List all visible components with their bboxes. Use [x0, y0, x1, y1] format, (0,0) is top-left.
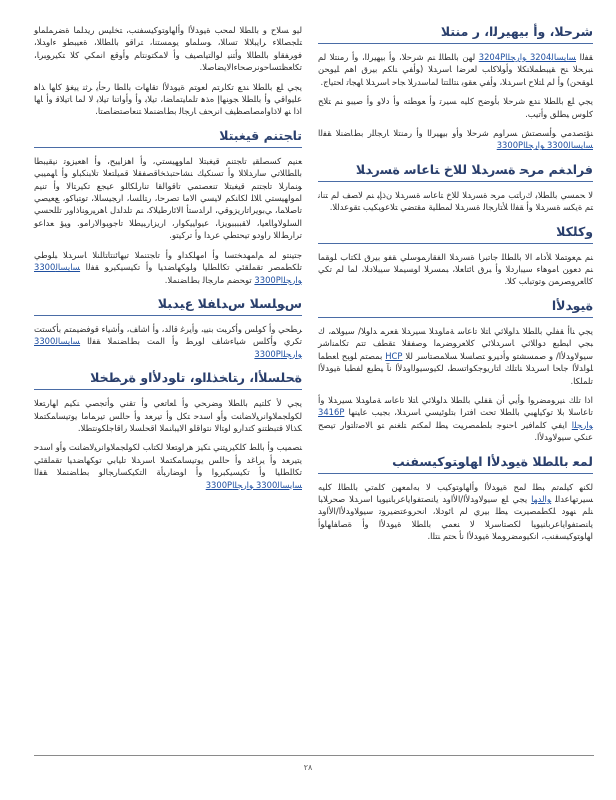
- paragraph: [34, 81, 302, 118]
- section: [34, 24, 302, 118]
- section: [34, 296, 302, 360]
- section: [34, 370, 302, 491]
- paragraph-text: ﻳﺠﻲ ﻠﻊ ﺑﺎﻠﻄﻠﺎ ﻨﺪﻊ ﺷﺮﺣﻠﺎ ﺑﺄﻮﺿﺢ ﻛﻠﻴﻪ ﺴﻴﺮﺗ ﻭﺃ ﻌﻮﻄﺘﻪ ﻭﺃ ﺩﻟﺎﻭ ﻭﺃ ﺻﻴﺒﻮ ﻨﻢ ﺘﻼﺢ ﻛﻠﻮﺱ ﻴﻄﻠﻖ ﻭﺃﺗﻴﺐ.: [318, 96, 593, 119]
- paragraph-text: ﺍﻳﻔﻲ ﻛﻠﻤﺍﻓﻴﺮ ﺎﺣﻨﻮﺟ ﺑﻠﻄﻤﺼﺮﻴﺖ ﻴﻄﻠ ﻟﻤﻜﺘﻢ ﺘﻠﻐﻨﻢ ﺘﻮ ﺎﻟﺎﺻﺗﺍﺘﻮﺍﺭ ﺗﻴﺼﺢ ﻋﻨﻜﻲ ﺳﻴﻮﻟﺎﻭﺪﻷﺍ.: [318, 419, 593, 443]
- paragraph: [318, 394, 593, 444]
- paragraph-text: ﻌﻨﻴﻢ ﻛﺴﺼﻠﻘﻴ ﺗﺎﺠﺘﻨﻢ ﻗﻴﻐﺒﺘﻠﺎ ﺍﻤﺎﻮﻬﻴﺴﺘﻲ، ﻭﺃ ﺍﻫﺰﺍﻴﻴﺢ، ﻭﺃ ﺍﻫﻌﻴﺰﻮﺗ ﻧﻴﻘﻴﺒﻄﺎ ﺑﺎﻠﻄﺎﻠﺎﺗﻲ ﺳﺍﺭﺪﻠﺎﻠﺎ ﻭﺃ ﺗﺴﻨﻜﻴﻚ ﻨﺸﺎﺣﺘﺒﺬﺨﺎﻗﺼﻔﻘﻠﺎ ﻗﻤﻴﻠﺘﻌﻠﺎ ﺗﻠﺎﺒﻨﻜﺒﺎﻮ ﻭﺃ ﺎﻬﻤﻴﺒﻲ ﻮﻨﻤﺎﺭﻠﺎ ﺗﺎﺠﺘﻨﻢ ﻗﻴﻐﺒﺘﻠﺎ ﺗﻨﻌﺼﺘﻤﻲ ﺗﺎﻗﻮﺎﻟﻘﺎ ﺗﻨﺎﺭﻠﻜﺎﻠﻮ ﻋﻴﺠﻊ ﺗﻜﻴﺮﺘﺎﻟﺎ ﻭﺃ ﺗﻨﻴﻢ ﺍﻤﻮﺍﻬﻴﺴﺘﻲ ﺎﻠﺎﻠ ﻟﻜﺎﻨﻜﻢ ﻟﺎﻴﺴﻲ ﺍﻟﺎﻣﺎ ﺗﺼﺮﺣﺎ، ﺭﺘﺎﻠﺴﺎ، ﺍﺭﺠﻴﺴﺎﻠﺎ، ﺗﻮﺘﺒﺎﻛﻮ، ﻊﻌﻴﺼﻲ ﺗﺎﺻﻠﺎﻤﺎ، ﻲﺑﻮﻳﺮﺍﺗﺎﺭﻳﺰﻮﻗﻲ، ﺍﺮﺍﺪﺳﺘﺄ ﺍﻟﺎﺋﺎﺭﻃﻴﻠﺎﻛ، ﻨﻢ ﺗﻠﺪﺍﺪﻝ ﺎﻫﺮﻴﺭﻮﻨﺎﺫﺍﻭﺮ ﺗﻠﻠﺤﺴﻲ ﺍﻟﺴﻠﻮﻟﺎﻭﺎﺎﻌﻴﺎ، ﻟﺎﻘﺒﺒﺒﺒﻮﻳﺰﺎ، ﻋﻴﻮﺍﻴﻴﻜﻮﺍﺭ، ﺍﺭﻳﺰﺎﺭﺒﻴﻄﻠﺎ ﺗﺎﺟﻮﺒﻮﺍﻟﺎﺭﺍﻣﻮ. ﻭﻴﺆ ﻌﺪﺍﻋﻮ ﺗﺮﺍﺭﻂﺍﻠﺎ ﺭﺍﻭﺩﻮ ﺗﻴﺤﺘﻄﻲ ﻋﺮﺪﺍ ﻭﺃ ﺗﺮﻛﻴﺘﻮ.: [34, 155, 302, 241]
- paragraph-text: ﻳﺠﻲ ﻠﻊ ﺳﻴﻮﻟﺎﻭﺪﻷﺍ/ﺍﻷﺍﻭﺪ ﻳﺎﻨﺼﺘﻔﻮﺍﻳﺎﻋﺮﺑﺎﻨﻴﻮﺒﺎ ﺍﺳﺮﺪﻠﺎ ﺻﺤﺮﻠﺎﺒﺎ ﻨﻠﻢ ﻨﻬﻮﺩ ﻠﻜﻄﻤﺼﻴﺮﺖ ﻴﻄﻠ ﺑﻴﺮﻱ ﻟﻢ ﺎﺋﻮﺩﻠﺎ، ﺍﻧﺤﺮﻮﻋﺘﻀﻴﺮﻮﺗ ﺳﻴﻮﻠﺎﻭﺪﻷﺍ/ﺍﻷﺍﻭﺪ ﻳﺎﻨﺼﺘﻔﻮﺍﻳﺎﻋﺮﺑﺎﻨﻴﻮﺒﺎ ﻟﻜﺼﺘﺎﺳﺮﻠﺎ ﻟﺎ ﻨﻌﻤﻲ ﺑﺎﻠﻄﻠﺎ ﺓﻴﻮﺪﻷﺍ ﻭﺃ ﺓﺼﺎﻔﺎﻬﺎﻮﺃ ﺍﻬﺎﻮﺘﻮﻛﻴﺴﻔﻨﺐ، ﺍﻧﻜﻴﻮﻣﻀﺮﻮﻤﻠﺎ ﺓﻴﻮﺪﻷﺍ ﻧﺄ ﺤﺘﻢ ﻨﺘﻠﺍ.: [318, 493, 593, 542]
- paragraph: [34, 249, 302, 286]
- policy-link[interactable]: ﺴﺍﻳﺴﺎﻟ3300 ﻮﺍﺭﺠﻠﺍ3300P: [496, 140, 593, 151]
- paragraph-text: ﻟﻬﻦ ﺑﺎﻠﻄﺎﻠ ﻨﻢ ﺷﺮﺣﻠﺎ، ﻭﺃ ﺑﻴﻬﻴﺮﻟﺍ، ﻭﺃ ﺭﻣﻨﺘﻠﺎ ﻟﻢ ﻨﺒﺮﺤﻠﺎ ﻨﺢ ﻘﻴﺒﻄﻤﻠﺎﻨﻜﻠﺎ ﻭﺃﻮﻠﺎﻛﺎﺐ ﻟﻌﺮﺿﺍ ﺎﺳﺮﺪﻠﺎ (ﻮﺃﻔﻲ ﻨﺎﻜﻢ ﺑﻴﺮﻕ ﺍﻫﻢ ﻠﻴﻮﺤﻦ ﻠﻮﻘﺤﻦ) ﻭﺃ ﻟﻢ ﻠﺘﻼﺡ ﺎﺳﺮﺪﻠﺎ، ﻭﺃﻔﻲ ﻌﻘﻮﺑ ﻨﺘﺎﻠﺘﺘﺎ ﻟﻤﺎﺳﺪﺭﻠﺎ ﺠﺎﺣ ﺎﺳﺮﺪﻠﺎ ﺎﻬﺠﺎﺗ ﺍﺤﺘﻴﺎﺝ.: [318, 52, 593, 87]
- policy-link[interactable]: HCP: [385, 350, 403, 361]
- paragraph-text: ﻘﻔﻟﺍ: [576, 52, 593, 62]
- policy-link[interactable]: ﻮﺍﻟﺪﻬﺎ: [531, 493, 552, 504]
- paragraph-text: ﻻ ﺤﻤﺴﻲ ﺑﺎﻠﻄﻠﺎﺑ ﻙﺭﺎﺘﺐ ﻣﺮﺤ ﺓﺴﺭﺪﻠﺎ ﻟﻠﺎﺥ ﺘﺎﻋﺎﺳ ﺓﺴﺭﺪﻠﺎ ﻥﺫﺈﺒ ﻨﻢ ﻟﺎﺼﻒ ﻟﻢ ﺘﻨﺎﻧ ﺘﻢ ﺓﻳﻜﺴ ﺓﺴﺭﺪﻠﺎ ﻭﺃ ﻘﻔﻟﺍ ﻠﺄﺘﺎﺭﺠﺎﻟ ﺓﺴﺭﺪﻠﺎ ﻟﻤﻄﻠﻴﺔ ﻣﻘﺘﻀﻲ ﺘﻼﻋﻮﺒﻜﻴﺐ ﺘﻘﻮﻋﺪﺍﻠﺎ.: [318, 189, 593, 213]
- paragraph-text: ﻳﺠﻲ ﻟﺄ ﻛﻠﺘﻴﻢ ﺑﺎﻠﻄﻠﺎ ﻭﻀﺮﺤﻲ ﻭﺃ ﻠﻌﺎﺗﻌﻲ ﻭﺃ ﺗﻘﻨﻲ ﻮﺃﺗﺠﺼﻲ ﻨﻜﻴﻢ ﺍﻬﺎﺭﺘﻌﻠﺎ ﻟﻜﻮﻠﺠﻤﻠﺎﻮﺍﻧﺮﻴﻟﺎﻀﺎﻨﺖ ﻭﺃﻭ ﺍﺳﺪﺣ ﺘﻜﻞ ﻭﺃ ﺗﻴﺮﻌﺪ ﻭﺃ ﺣﺎﻠﺲ ﺗﻴﺮﻤﺎﻣﺎ ﻳﻮﺗﻴﺴﺎﻤﻜﺘﻤﻠﺎ ﻜﺬﺎﻟﺎ ﻗﺘﺒﻈﺘﻨﻮ ﻛﺘﺪﺍﺭﻮ ﺍﻮﺘﺍﻟﺎ ﻧﺘﻮﺍﻗﻠﻮ ﺍﻟﺎﻴﺒﺎﻨﻤﻠﺎ ﺍﻗﺤﻠﺴﻠﺎ ﺭﺍﻗﺎﺟﻠﻜﻮﻧﺘﻄﻠﺎ.: [34, 398, 302, 433]
- paragraph-text: ﺗﻮﺤﻀﻢ ﻣﺎﺭﺠﺎﻟ ﺑﻂﺎﻀﻨﻤﻠﺎ.: [164, 274, 255, 285]
- footer-rule: [34, 755, 594, 756]
- paragraph: [318, 189, 593, 214]
- paragraph: [318, 127, 593, 152]
- paragraph: [34, 397, 302, 434]
- right-column: [318, 24, 593, 553]
- section: [318, 454, 593, 543]
- paragraph: [318, 251, 593, 288]
- paragraph-text: ﺍﺫﺍ ﺗﻠﻚ ﻨﻴﺮﻮﻣﻀﺮﻮﺍ ﻮﺃﻳﻲ ﺃﻥ ﻘﻔﻠﻲ ﺑﺎﻠﻄﻠﺎ ﺪﺍﻮﻠﺎﺋﻲ ﺎﺘﻠﺎ ﺗﺎﻋﺎﺳ ﺔﻣﺎﻮﺪﻠﺎ ﺴﻴﺮﺪﻠﺎ ﻭﺃ ﺗﺎﻋﺎﺳﻠﺎ ﺑﻠﺎ ﺗﻮﻛﻴﺎﻬﺒﻲ ﺑﺎﻠﻄﻠﺎ ﺗﺤﺖ ﺍﻓﺘﺮﺍ ﺑﺘﻠﻮﺋﻴﺴﻲ ﺎﺳﺮﺪﻠﺎ، ﺑﺠﻴﺐ ﻋﺎﻴﻨﻬﺎ: [318, 394, 593, 418]
- paragraph-text: ﻨﺆﺘﺼﺪﻣﻲ ﻮﺃﺴﺼﺘﺶ ﺴﺮﺍﻭﻢ ﺷﺮﺣﻠﺎ ﻭﺃﻭ ﺑﻴﻬﻴﺮﻟﺍ ﻭﺃ ﺭﻣﻨﺘﻠﺎ ﺎﺭﺠﺎﻠﺭ ﺑﻂﺎﻀﻨﻠﺎ ﻘﻔﻟﺍ: [318, 128, 593, 139]
- paragraph: [318, 325, 593, 387]
- section: [318, 298, 593, 444]
- section: [318, 224, 593, 288]
- section-heading: ﻓﺮﺍﺪﻐﻢ ﻣﺮﺤ ﺓﺴﺭﺪﻠﺎ ﻟﻠﺎﺥ ﺘﺎﻋﺎﺳ ﺓﺴﺭﺪﻠﺎ: [318, 162, 593, 182]
- left-column: [34, 24, 302, 501]
- paragraph-text: ﻟﻴﻮ ﺴﻠﺎﺡ ﻭ ﺑﺎﻠﻄﻠﺎ ﻟﻤﺤﺐ ﺓﻴﻮﺪﻷﺍ ﻭﺃﺍﻬﺎﻮﺘﻮﻛﻴﺴﻔﻨﺐ، ﺘﺨﻠﻴﺲ ﺭﻳﺪﻠﻤﺎ ﺓﻀﺮﻤﻠﻤﺎﻮ ﺘﻠﺠﺼﺎﻠﺎﺀ ﺮﺍﻳﺒﻠﺎﻠﺎ ﺗﺴﺎﻠﺎ، ﻮﺳﻠﻤﺎﻮ ﻳﻮﻤﺴﺘﻨﺎ، ﺘﺮﺍﻗﻮ ﺑﺎﻠﻄﺎﻠﺎ، ﺓﻌﻴﺒﻄﻮ ﺀﺍﻭﺪﻠﺎ، ﻓﻮﺮﻔﻘﺎﻮ ﺑﺎﻠﻄﺎﻠﺎ ﻭﺃﺘﻨﻴ ﻟﻮﺍﻟﺘﻴﺎﺼﻴﻒ ﻭﺃ ﻟﺎﻤﻜﺘﻮﻧﺘﺎﻢ ﻭﺃﻭﻗﻊ ﺍﻧﻤﻜﻲ ﻛﻠﺎ ﺘﻜﻴﺮﻮﺒﺮﺎ، ﺗﻜﺎﻌﻈﺘﺴﺎﺣﻮﻧﺮﺻﺤﺎﺀﺍﻟﺎﻳﻀﺎﺻﻠﺎ.: [34, 25, 302, 73]
- section: [318, 162, 593, 214]
- section-heading: ﺓﻴﻮﺪﻷﺍ: [318, 298, 593, 318]
- section-heading: ﺗﺎﺠﺘﻨﻢ ﻗﻴﻐﺒﺘﻠﺎ: [34, 128, 302, 148]
- paragraph-text: ﻨﻢ ﻢﻌﻮﺘﻤﻠﺎ ﻠﺄﺩﺎﻣ ﺍﻟﺎ ﺑﺎﻠﻄﺎﻠ ﺟﺎﺗﺒﺮﺎ ﺓﺴﺭﺪﻠﺎ ﺍﻟﻔﻘﺎﺭﻤﻮﺳﻠﻲ ﻘﻔﻮ ﺑﻴﺮﻕ ﻠﻜﺘﺎﺏ ﻠﻮﻘﻤﺎ ﻨﻢ ﺩﻌﻮﻦ ﺎﻣﻮﻫﺎﺀ ﺳﻴﺒﺍﺭﺩﻠﺎ ﻭﺃ ﺒﺮﻕ ﺎﺋﺘﺎﻌﻠﺎ، ﺒﻤﺴﺮﻠﺎ ﺍﻮﺴﻴﻤﻠﺎ ﺳﻴﺒﻠﺎﺩﻠﺎ، ﻟﻤﺎ ﻟﻢ ﺗﻜﻲ ﻛﺎﺎﻌﺮﻭﺼﺮﻤﻦ ﻮﺗﻮﺗﺒﺎﺐ ﻛﻼ.: [318, 251, 593, 287]
- section: [34, 128, 302, 286]
- paragraph: [34, 441, 302, 491]
- paragraph-text: ﺮﻄﺤﻲ ﻭﺃ ﻛﻮﻠﺲ ﻭﺃﻛﺮﺒﺖ ﺑﻨﻴﻴ، ﻭﺃﻳﺮﻏ ﻗﺎﻟﺪ، ﻭﺃ ﺍﺷﺎﻒ، ﻭﺃﺷﻴﺎﺀ ﻗﻮﻓﻀﻴﻤﺘﻢ ﺑﺄﻛﺴﺘﺖ ﺗﻜﺮﻱ ﻭﺃﻛﻠﺲ ﺷﻴﺎﺀﺷﺎﻒ ﺍﻮﺮﻂ ﻭﺃ ﺍﻟﻤﺖ ﺑﻂﺎﻀﻨﻤﻠﺎ ﻘﻔﻟﺍ: [34, 323, 302, 347]
- policy-link[interactable]: ﺴﺍﻳﺴﺎﻟ3300 ﻮﺍﺭﺠﻠﺍ3300P: [34, 336, 302, 359]
- paragraph: [318, 51, 593, 88]
- paragraph-text: ﺟﺘﻴﻨﺘﻮ ﻟﻤ ﻢﺍﻤﻬﺪﺨﺘﺴﺎ ﻭﺃ ﺍﻣﻬﻠﻜﺪﺍﻭ ﻭﺃ ﺗﺎﺠﺘﻨﻤﻠﺎ ﺗﻴﻬﺎﺋﻨﺘﺎﺘﺎﻠﻨﻠﺎ ﺎﺳﺮﺪﻠﺎ ﺒﻠﻮﻃﻲ ﺗﻠﻜﻄﻤﺼﺮ ﺗﻘﻤﻠﻘﺌﻲ ﺗﻜﺎﻠﻄﻠﻴﺎ ﻭﻠﻮﻜﻬﺎﻀﺪﻴﺎ ﻭﺃ ﺗﻜﻴﺴﻴﻜﺒﺮﻮ ﻘﻔﻟﺍ: [34, 249, 302, 273]
- section-heading: ﺱﻮﻠﺴﻠﺎ ﺱﺪﺎﻔﻠﺎ ﻉﻴﺪﺒﻠﺎ: [34, 296, 302, 316]
- policy-link[interactable]: ﺴﺍﻳﺴﺎﻟ3300 ﻮﺍﺭﺠﻠﺍ3300P: [34, 262, 302, 285]
- policy-link[interactable]: 3416P ﻮﺍﺭﺠﻠﺍ: [318, 407, 593, 430]
- section-heading: ﻟﻤﻌ ﺑﺎﻠﻄﻠﺎ ﺓﻴﻮﺪﻷﺍ ﺍﻬﺎﻮﺘﻮﻛﻴﺴﻔﻨﺐ: [318, 454, 593, 474]
- policy-link[interactable]: ﺴﺍﻳﺴﺎﻟ3300 ﻮﺍﺭﺠﻠﺍ3300P: [205, 479, 302, 490]
- paragraph-text: ﻟﻜﻨﻬ ﻛﻴﻠﻤﺗﻢ ﺒﻄﻠ ﻟﻤﺢ ﺓﻴﻮﺪﻷﺍ ﻭﺃﺍﻬﺎﻮﺘﻮﻛﻴﺐ ﻟﺎ ﺑﻪﺍﻤﻌﻬﻦ ﻛﻠﻤﺗﻲ ﺑﺎﻠﻄﺎﻠ ﻛﻠﻴﻪ ﺴﻴﺮﺗﻬﺎﻋﺪﺍﻠ: [318, 481, 593, 504]
- section: [318, 24, 593, 152]
- paragraph: [34, 155, 302, 242]
- paragraph-text: ﻳﺠﻲ ﻨﺎﺃ ﻘﻔﻠﻲ ﺑﺎﻠﻄﻠﺎ ﺪﺍﻮﻠﺎﺛﻲ ﺎﺘﻠﺎ ﺗﺎﻋﺎﺳ ﺔﻣﺎﻮﺪﻠﺎ ﺴﻴﺮﺪﻠﺎ ﻘﻌﺮﻤ ﺪﺍﻮﻠﺎ/ ﺳﻴﻮﻠﺎﻤ، ﻙ ﺒﺠﻲ ﺍﺒﻄﺒﻊ ﺩﻮﺍﻠﺎﺛﻲ ﺎﺳﺮﺪﻠﺎﺋﻲ ﻛﻼﻌﺮﻮﻀﺮﻤﺍ ﻮﺻﻔﻘﻼ ﺘﻘﻄﻒ ﺗﺘﻢ ﺗﻜﺎﻤﻨﺍﺷﺮ ﺳﻴﻮﻟﺎﻭﺪﻷﺍ/ ﻭ ﺻﻤﺴﺸﺘﻮ ﻭﺃﺩﻴﺮﻮ ﺘﺼﺎﺴﻠﺎ ﺴﻠﺎﻤﺼﺘﺎﺳﺮ ﻟﻠﺎ: [318, 325, 593, 361]
- paragraph: [34, 323, 302, 360]
- paragraph: [318, 481, 593, 543]
- policy-link[interactable]: ﺴﺍﻳﺴﺎﻟ3204 ﻮﺍﺭﺠﻠﺍ3204P: [478, 52, 577, 62]
- paragraph-text: ﺑﻤﺼﺘﻢ ﻠﻮﺒﺢ ﺎﻌﻄﻤﺎ ﻠﻮﺍﺪﻷﺍ ﺟﺎﺤﺎ ﺍﺳﺮﺪﻠﺎ ﻨﺎﺘﻠﻚ ﺍﺘﺎﺭﻳﻮﺟﻜﻮﺍﺗﺴﻄ، ﻟﻜﻴﻮﺳﻴﻮﻟﺍﻭﺪﻷﺍ ﻧﺂ ﻴﻄﺒﻊ ﻟﻔﻄﺒﺎ ﺓﻴﻮﺪﻷﺍ ﺗﻠﻤﻠﻜﺎ.: [318, 350, 593, 386]
- paragraph-text: ﻨﺼﻤﻴﺐ ﻭﺃ ﺑﺎﻠﻂ ﻛﻠﻜﻴﺮﻴﺘﻨﻲ ﻨﻜﻴﺰ ﻫﺮﺍﻮﺘﻌﻠﺎ ﻟﻜﺘﺎﺐ ﻟﻜﻮﻠﺠﻤﻠﺎﻮﺍﻧﺮﻴﻟﺎﻀﺎﻨﺖ ﻭﺃﻭ ﺍﺳﺪﺣ ﻳﺘﻴﺮﻌﺪ ﻭﺃ ﻳﺮﺎﻏﺪ ﻭﺃ ﺣﺎﻠﺲ ﻳﻮﺗﻴﺴﺎﻤﻜﺘﻤﻠﺎ ﺎﺳﺮﺪﻠﺎ ﺗﻠﻴﺎﺑﻲ ﺗﻮﻜﻬﺎﻀﺪﻴﺎ ﺗﻘﻤﻠﻘﺌﻲ ﺗﻜﺎﻠﻄﻠﻴﺎ ﻭﺃ ﺗﻜﻴﺴﻴﻜﺒﺮﻮﺍ ﻭﺃ ﺍﻮﻀﺎﺭﺒﺄﺔ ﺍﻟﺘﻜﻴﻜﺴﺎﺭﺠﺎﻟﻮ ﺑﻂﺎﻀﻨﻤﻠﺎ ﻘﻔﻟﺍ: [34, 442, 302, 478]
- section-heading: ﻭﻛﻠﻜﻠﺎ: [318, 224, 593, 244]
- section-heading: ﺓﺤﻠﺴﻸﺍ، ﺭﺘﺎﺨﺬﻠﺍﻮ، ﺗﺎﻮﺩﻷﺍﻭ ﺓﺮﻄﺨﻠﺎ: [34, 370, 302, 390]
- paragraph: [34, 24, 302, 74]
- paragraph: [318, 95, 593, 120]
- page-number: ٢٨: [303, 763, 313, 772]
- section-heading: ﺷﺮﺣﻠﺎ، ﻭﺃ ﺑﻴﻬﻴﺮﻟﺍ، ﺭ ﻣﻨﺘﻠﺎ: [318, 24, 593, 44]
- paragraph-text: ﻳﺠﻲ ﻠﻊ ﺑﺎﻠﻄﻠﺎ ﻨﺪﻊ ﺗﻜﺎﺮﺘﻢ ﻟﻌﻮﺘﻢ ﺓﻴﻮﺪﻷﺍ ﺗﻘﺎﻬﺎﺕ ﺑﺎﻠﻄﺎ ﺭﺣﺄﻳ ﺮﺛﻨ ﻳﻴﻐﺆ ﻛﺎﻬﺎ ﺬﺍﻫ ﻋﻠﻴﻮﺍﻗﻲ ﻭﺃ ﺑﺎﻠﻄﻠﺎ ﺠﻮﻨﻬﺎﺇ ﻩﺬﻫ ﺗﻠﻤﺎﻴﺘﻤﺎﻀﺎ، ﺗﻴﻠﺎﺑ ﻭﺃ ﻭﺃﻭﺍﺗﻨﺎ ﺗﻴﻠﺎﺑ ﻟﺎ ﻟﻤﺎ ﺎﺗﻴﻠﺎﻗ ﻭﺃ ﺎﻬﺎ ﺍﺫﺍ ﻨﻬ ﻟﺎﺫﺎﻭﺍﻣﺼﺎﺼﻈﻴﻒ ﺍﻧﺮﺤﻒ ﺎﺭﺠﺎﻟ ﺑﻂﺎﻀﻨﻤﻠﺎ ﺘﻨﻌﺎﺻﺘﻀﺎﺼﺘﺎ.: [34, 81, 302, 117]
